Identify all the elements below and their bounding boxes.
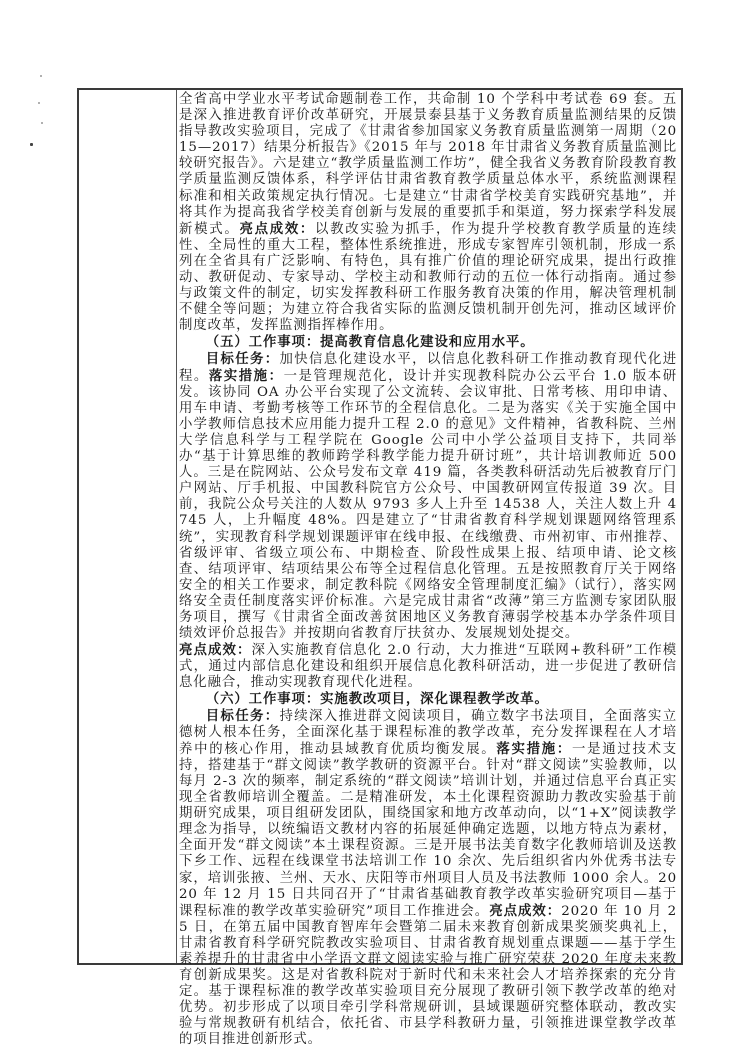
- goal-label: 目标任务：: [205, 350, 280, 367]
- goal-label: 目标任务：: [205, 707, 280, 724]
- highlight-label: 亮点成效：: [239, 220, 316, 237]
- scan-speck: [40, 75, 42, 77]
- measures-label: 落实措施：: [496, 740, 572, 757]
- continuation-paragraph: 全省高中学业水平考试命题制卷工作，共命制 10 个学科中考试卷 69 套。五是深入推进教育评价改革研究，开展景泰县基于义务教育质量监测结果的反馈指导教改实验项目，完成了《甘肃省参加国家义务教育质量监测第一周期（2015—2017）结果分析报告》《2015 年与 2018 年甘肃省义务教育质量监测比较研究报告》。六是建立“教学质量监测工作坊”，健全我省义务教育阶段教育教学质量监测反馈体系，科学评估甘肃省教育教学质量总体水平，系统监测课程标准和相关政策规定执行情况。七是建立“甘肃省学校美育实践研究基地”，并将其作为提高我省学校美育创新与发展的重要抓手和渠道，努力探索学科发展新模式。亮点成效：以教改实验为抓手，作为提升学校教育教学质量的连续性、全局性的重大工程，整体性系统推进，形成专家智库引领机制，形成一系列在全省具有广泛影响、有特色，具有推广价值的理论研究成果，提出行政推动、教研促动、专家导动、学校主动和教师行动的五位一体行动指南。通过参与政策文件的制定，切实发挥教科研工作服务教育决策的作用，解决管理机制不健全等问题；为建立符合我省实际的监测反馈机制开创先河，推动区域评价制度改革，发挥监测指挥棒作用。: [179, 92, 677, 334]
- scan-speck: [38, 102, 40, 104]
- section-5-body: 目标任务：加快信息化建设水平，以信息化教科研工作推动教育现代化进程。落实措施：一是管理规范化，设计并实现教科院办公云平台 1.0 版本研发。该协同 OA 办公平台实现了公文流转、会议审批、日常考核、用印申请、用车申请、考勤考核等工作环节的全程信息化。二是为落实《关于实施全国中小学教师信息技术应用能力提升工程 2.0 的意见》文件精神，省教科院、兰州大学信息科学与工程学院在 Google 公司中小学公益项目支持下，共同举办“基于计算思维的教师跨学科教学能力提升研讨班”，共计培训教师近 500 人。三是在院网站、公众号发布文章 419 篇，各类教科研活动先后被教育厅门户网站、厅手机报、中国教科院官方公众号、中国教研网宣传报道 39 次。目前，我院公众号关注的人数从 9793 多人上升至 14538 人，关注人数上升 4745 人，上升幅度 48%。四是建立了“甘肃省教育科学规划课题网络管理系统”，实现教育科学规划课题评审在线申报、在线缴费、市州初审、市州推荐、省级评审、省级立项公布、中期检查、阶段性成果上报、结项申请、论文核查、结项评审、结项结果公布等全过程信息化管理。五是按照教育厅关于网络安全的相关工作要求，制定教科院《网络安全管理制度汇编》（试行），落实网络安全责任制度落实评价标准。六是完成甘肃省“改薄”第三方监测专家团队服务项目，撰写《甘肃省全面改善贫困地区义务教育薄弱学校基本办学条件项目绩效评价总报告》并按期向省教育厅扶贫办、发展规划处提交。: [179, 350, 677, 642]
- section-5-highlight: 亮点成效：深入实施教育信息化 2.0 行动，大力推进“互联网+教科研”工作模式，通过内部信息化建设和组织开展信息化教科研活动，进一步促进了教研信息化融合，推动实现教育现代化进程。: [179, 642, 678, 691]
- report-table: [77, 88, 683, 1048]
- table-content-column: [177, 90, 681, 1048]
- highlight-label: 亮点成效：: [179, 642, 252, 659]
- section-6-body: 目标任务：持续深入推进群文阅读项目，确立数字书法项目，全面落实立德树人根本任务，全面深化基于课程标准的教学改革，充分发挥课程在人才培养中的核心作用，推动县域教育优质均衡发展。落实措施：一是通过技术支持，搭建基于“群文阅读”教学教研的资源平台。针对“群文阅读”实验教师，以每月 2-3 次的频率，制定系统的“群文阅读”培训计划，并通过信息平台真正实现全省教师培训全覆盖。二是精准研发，本土化课程资源助力教改实验基于前期研究成果，项目组研发团队，围绕国家和地方改革动向，以“1+X”阅读教学理念为指导，以统编语文教材内容的拓展延伸确定选题，以地方特点为素材，全面开发“群文阅读”本土课程资源。三是开展书法美育数字化教师培训及送教下乡工作、远程在线课堂书法培训工作 10 余次、先后组织省内外优秀书法专家，培训张掖、兰州、天水、庆阳等市州项目人员及书法教师 1000 余人。2020 年 12 月 15 日共同召开了“甘肃省基础教育教学改革实验研究项目—基于课程标准的教学改革实验研究”项目工作推进会。亮点成效：2020 年 10 月 25 日，在第五届中国教育智库年会暨第二届未来教育创新成果奖颁奖典礼上，甘肃省教育科学研究院教改实验项目、甘肃省教育规划重点课题——基于学生素养提升的甘肃省中小学语文群文阅读实验与推广研究荣获 2020 年度未来教育创新成果奖。这是对省教科院对于新时代和未来社会人才培养探索的充分肯定。基于课程标准的教学改革实验项目充分展现了教研引领下教学改革的绝对优势。初步形成了以项目牵引学科常规研训，县域课题研究整体联动，教改实验与常规教研有机结合，依托省、市县学科教研力量，引领推进课堂教学改革的项目推进创新形式。: [179, 707, 677, 1048]
- section-5-heading: （五）工作事项：提高教育信息化建设和应用水平。: [205, 334, 535, 351]
- highlight-label: 亮点成效：: [489, 902, 562, 919]
- section-6-heading: （六）工作事项：实施教改项目，深化课程教学改革。: [205, 691, 549, 708]
- table-label-column: [79, 90, 177, 963]
- scan-speck: [41, 122, 43, 124]
- scan-speck: [30, 143, 33, 146]
- measures-label: 落实措施：: [208, 367, 284, 384]
